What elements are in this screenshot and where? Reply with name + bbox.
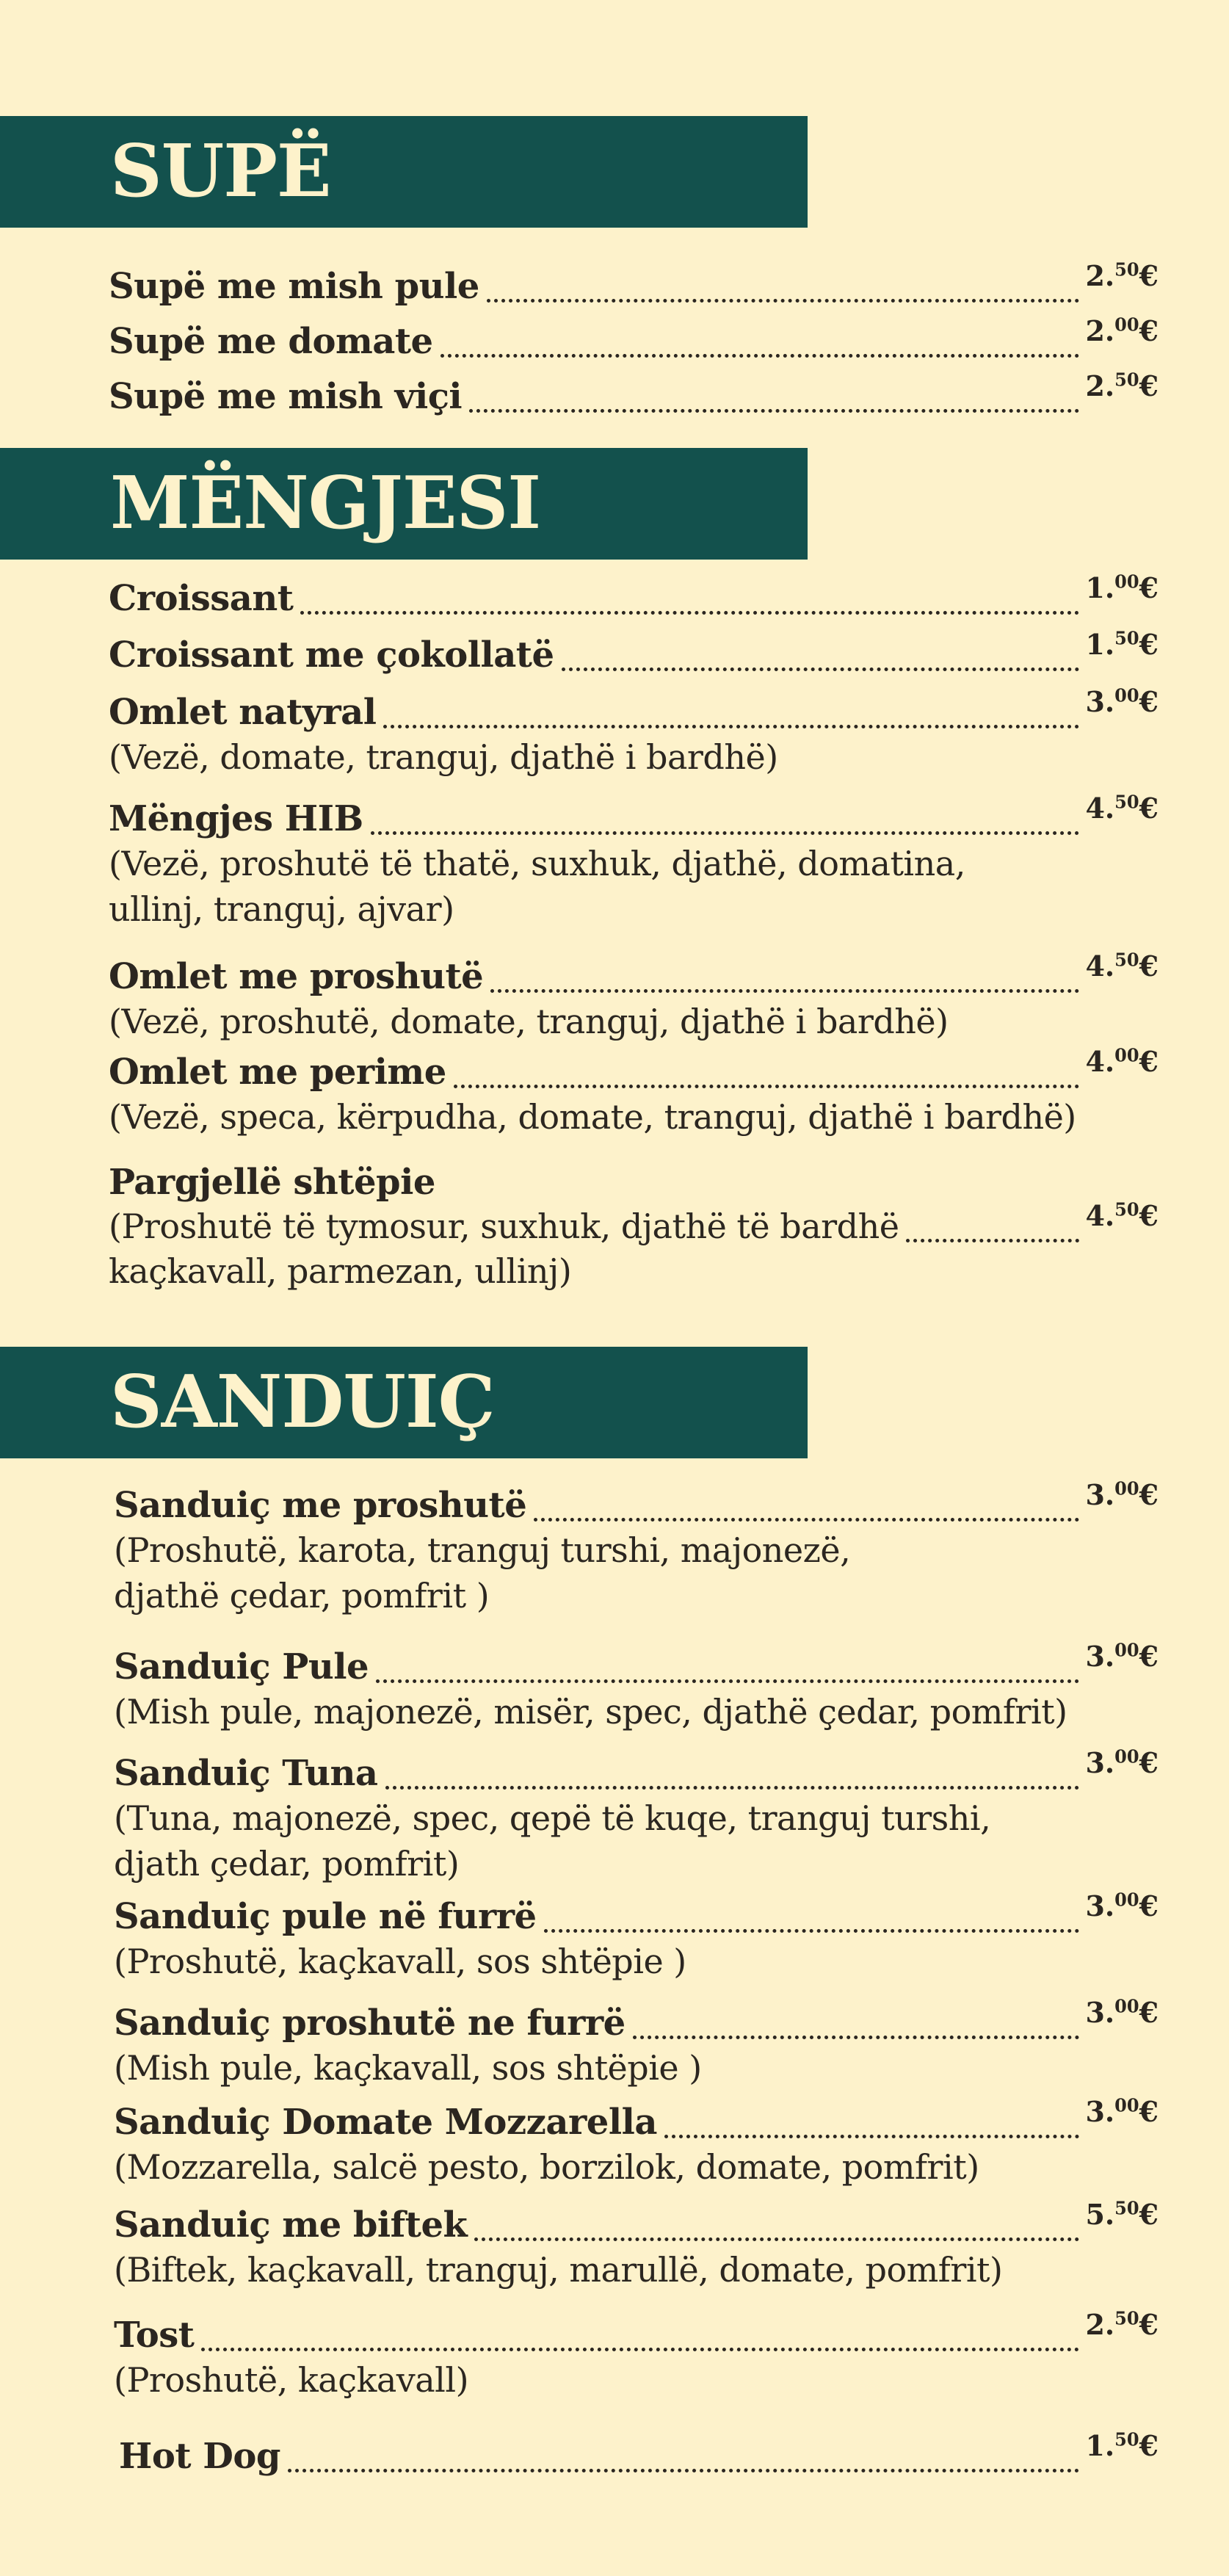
price-main: 2.	[1085, 2308, 1115, 2341]
menu-item-row	[109, 369, 1159, 419]
currency-symbol: €	[1139, 1045, 1159, 1078]
section-title: MËNGJESI	[110, 461, 541, 546]
menu-item-name: Supë me mish viçi	[109, 376, 463, 417]
menu-item-name: Sanduiç me proshutë	[114, 1485, 527, 1526]
menu-item-description: (Vezë, speca, kërpudha, domate, tranguj, djathë i bardhë)	[109, 1097, 1076, 1137]
menu-item-price	[1085, 944, 1159, 988]
menu-item-price	[1085, 364, 1159, 408]
menu-item-price	[1085, 680, 1159, 724]
section-header	[0, 448, 808, 560]
dotted-leader	[300, 611, 1079, 615]
menu-item-description: (Biftek, kaçkavall, tranguj, marullë, domate, pomfrit)	[114, 2250, 1003, 2290]
menu-item-name: Omlet me perime	[109, 1052, 446, 1093]
menu-item	[109, 949, 1159, 1044]
menu-item-name: Supë me mish pule	[109, 266, 479, 307]
price-main: 4.	[1085, 949, 1115, 983]
section-title: SANDUIÇ	[110, 1360, 495, 1444]
menu-item-price	[1085, 2424, 1159, 2468]
menu-item	[109, 1160, 1159, 1294]
price-cents: 00	[1114, 1639, 1139, 1661]
menu-item-price	[1085, 566, 1159, 610]
menu-item-row	[119, 2428, 1159, 2478]
currency-symbol: €	[1139, 1996, 1159, 2029]
price-main: 3.	[1085, 1478, 1115, 1511]
menu-item-description: kaçkavall, parmezan, ullinj)	[109, 1251, 572, 1291]
menu-item-name: Sanduiç me biftek	[114, 2204, 468, 2246]
price-cents: 50	[1114, 2197, 1139, 2219]
menu-item-price	[1085, 1194, 1159, 1238]
price-main: 3.	[1085, 685, 1115, 718]
menu-item-price	[1085, 254, 1159, 298]
menu-item	[109, 314, 1159, 363]
dotted-leader	[906, 1239, 1079, 1242]
price-cents: 00	[1114, 684, 1139, 706]
menu-item-row	[109, 314, 1159, 363]
currency-symbol: €	[1139, 1478, 1159, 1511]
price-main: 1.	[1085, 628, 1115, 661]
menu-item-price	[1085, 2303, 1159, 2347]
price-cents: 00	[1114, 1477, 1139, 1499]
currency-symbol: €	[1139, 2095, 1159, 2128]
menu-item-price	[1085, 786, 1159, 831]
menu-item	[109, 369, 1159, 419]
dotted-leader	[383, 725, 1079, 728]
currency-symbol: €	[1139, 2198, 1159, 2231]
price-main: 2.	[1085, 369, 1115, 402]
menu-item	[109, 1044, 1159, 1140]
menu-item-name: Supë me domate	[109, 321, 433, 362]
dotted-leader	[544, 1929, 1080, 1933]
menu-item-row	[114, 2307, 1159, 2357]
menu-item-price	[1085, 1040, 1159, 1084]
menu-item-description: djathë çedar, pomfrit )	[114, 1576, 490, 1616]
menu-item	[109, 791, 1159, 932]
dotted-leader	[201, 2348, 1079, 2351]
menu-item-name: Omlet natyral	[109, 692, 377, 733]
menu-item-description: (Proshutë, karota, tranguj turshi, majonezë,	[114, 1530, 851, 1570]
currency-symbol: €	[1139, 369, 1159, 402]
menu-item-price	[1085, 1635, 1159, 1679]
section-title: SUPË	[110, 129, 331, 214]
menu-item-row	[109, 791, 1159, 841]
currency-symbol: €	[1139, 1746, 1159, 1779]
menu-item-name: Tost	[114, 2315, 195, 2356]
price-main: 2.	[1085, 259, 1115, 292]
menu-item-row	[109, 949, 1159, 999]
menu-item-name-row	[109, 1160, 1159, 1204]
price-main: 2.	[1085, 314, 1115, 347]
currency-symbol: €	[1139, 628, 1159, 661]
menu-item-description: (Vezë, proshutë, domate, tranguj, djathë i bardhë)	[109, 1002, 949, 1041]
menu-item-row	[114, 1639, 1159, 1689]
price-main: 3.	[1085, 1996, 1115, 2029]
currency-symbol: €	[1139, 1199, 1159, 1232]
menu-item-name: Sanduiç pule në furrë	[114, 1896, 537, 1937]
menu-item-name: Sanduiç Pule	[114, 1646, 369, 1687]
price-main: 3.	[1085, 1746, 1115, 1779]
currency-symbol: €	[1139, 2429, 1159, 2462]
menu-item	[114, 1639, 1159, 1734]
menu-item-row	[109, 571, 1159, 621]
price-main: 1.	[1085, 571, 1115, 604]
currency-symbol: €	[1139, 685, 1159, 718]
menu-item-price	[1085, 2090, 1159, 2134]
menu-item-name: Croissant	[109, 578, 294, 619]
menu-item-name: Hot Dog	[119, 2436, 280, 2477]
menu-item-row	[109, 1198, 1159, 1248]
dotted-leader	[376, 1679, 1079, 1683]
dotted-leader	[474, 2237, 1079, 2241]
menu-item-description: (Proshutë, kaçkavall, sos shtëpie )	[114, 1942, 686, 1981]
price-main: 5.	[1085, 2198, 1115, 2231]
menu-item	[114, 2307, 1159, 2403]
menu-item-row	[114, 2197, 1159, 2247]
dotted-leader	[441, 354, 1080, 358]
currency-symbol: €	[1139, 259, 1159, 292]
price-main: 3.	[1085, 1889, 1115, 1922]
menu-item-row	[114, 1995, 1159, 2045]
menu-item-description: (Proshutë, kaçkavall)	[114, 2360, 469, 2400]
menu-item-description: (Vezë, proshutë të thatë, suxhuk, djathë, domatina,	[109, 844, 965, 883]
dotted-leader	[454, 1085, 1080, 1088]
menu-item	[114, 1995, 1159, 2091]
currency-symbol: €	[1139, 1889, 1159, 1922]
menu-item	[119, 2428, 1159, 2478]
menu-item-price	[1085, 623, 1159, 667]
price-main: 3.	[1085, 2095, 1115, 2128]
menu-item	[109, 627, 1159, 677]
menu-item-price	[1085, 1741, 1159, 1785]
currency-symbol: €	[1139, 2308, 1159, 2341]
menu-item-row	[114, 1477, 1159, 1527]
price-cents: 00	[1114, 1995, 1139, 2017]
dotted-leader	[371, 831, 1080, 835]
price-cents: 50	[1114, 949, 1139, 971]
menu-item-row	[114, 2094, 1159, 2144]
currency-symbol: €	[1139, 314, 1159, 347]
dotted-leader	[664, 2135, 1080, 2138]
menu-item	[114, 1477, 1159, 1618]
menu-item-name: Mëngjes HIB	[109, 798, 363, 839]
dotted-leader	[633, 2036, 1080, 2039]
price-cents: 00	[1114, 2094, 1139, 2116]
menu-item-description: djath çedar, pomfrit)	[114, 1844, 460, 1884]
dotted-leader	[562, 667, 1080, 671]
dotted-leader	[288, 2469, 1080, 2472]
menu-item-price	[1085, 1884, 1159, 1928]
menu-item	[109, 571, 1159, 621]
price-main: 1.	[1085, 2429, 1115, 2462]
price-cents: 50	[1114, 258, 1139, 281]
menu-item	[109, 258, 1159, 308]
price-cents: 00	[1114, 1044, 1139, 1066]
price-cents: 50	[1114, 2428, 1139, 2450]
menu-item-row	[114, 1889, 1159, 1939]
dotted-leader	[534, 1518, 1079, 1522]
menu-item	[114, 1745, 1159, 1886]
price-cents: 00	[1114, 1745, 1139, 1768]
section-header	[0, 116, 808, 228]
price-cents: 50	[1114, 627, 1139, 649]
menu-item-name: Pargjellë shtëpie	[109, 1162, 435, 1203]
dotted-leader	[487, 299, 1080, 303]
section-header	[0, 1347, 808, 1458]
menu-item	[114, 2094, 1159, 2190]
menu-item-name: Sanduiç proshutë ne furrë	[114, 2002, 626, 2044]
dotted-leader	[490, 989, 1079, 993]
price-cents: 50	[1114, 1198, 1139, 1220]
menu-item-name: Sanduiç Domate Mozzarella	[114, 2102, 657, 2143]
price-main: 4.	[1085, 1045, 1115, 1078]
menu-item-name: Croissant me çokollatë	[109, 634, 554, 676]
menu-item	[109, 684, 1159, 780]
price-main: 4.	[1085, 792, 1115, 825]
menu-item-description: (Vezë, domate, tranguj, djathë i bardhë)	[109, 737, 778, 777]
menu-item-description: (Tuna, majonezë, spec, qepë të kuqe, tranguj turshi,	[114, 1798, 991, 1838]
dotted-leader	[385, 1786, 1080, 1790]
menu-item	[114, 2197, 1159, 2293]
menu-item-description: ullinj, tranguj, ajvar)	[109, 889, 454, 929]
currency-symbol: €	[1139, 792, 1159, 825]
price-cents: 00	[1114, 314, 1139, 336]
price-cents: 50	[1114, 2307, 1139, 2329]
menu-item-row	[109, 1044, 1159, 1094]
menu-item	[114, 1889, 1159, 1984]
menu-item-name: Sanduiç Tuna	[114, 1753, 378, 1794]
menu-item-row	[109, 684, 1159, 734]
price-main: 3.	[1085, 1640, 1115, 1673]
menu-item-name: Omlet me proshutë	[109, 956, 484, 997]
menu-item-row	[109, 627, 1159, 677]
price-cents: 00	[1114, 571, 1139, 593]
price-cents: 00	[1114, 1889, 1139, 1911]
menu-item-row	[109, 258, 1159, 308]
menu-item-price	[1085, 2193, 1159, 2237]
currency-symbol: €	[1139, 1640, 1159, 1673]
price-main: 4.	[1085, 1199, 1115, 1232]
menu-item-description: (Proshutë të tymosur, suxhuk, djathë të bardhë	[109, 1206, 899, 1246]
menu-item-description: (Mozzarella, salcë pesto, borzilok, domate, pomfrit)	[114, 2147, 979, 2187]
menu-item-price	[1085, 1991, 1159, 2035]
dotted-leader	[469, 409, 1079, 413]
price-cents: 50	[1114, 791, 1139, 813]
currency-symbol: €	[1139, 571, 1159, 604]
menu-item-price	[1085, 1473, 1159, 1517]
menu-item-price	[1085, 309, 1159, 353]
currency-symbol: €	[1139, 949, 1159, 983]
menu-item-description: (Mish pule, majonezë, misër, spec, djathë çedar, pomfrit)	[114, 1692, 1067, 1732]
price-cents: 50	[1114, 369, 1139, 391]
menu-item-description: (Mish pule, kaçkavall, sos shtëpie )	[114, 2048, 702, 2088]
menu-item-row	[114, 1745, 1159, 1795]
